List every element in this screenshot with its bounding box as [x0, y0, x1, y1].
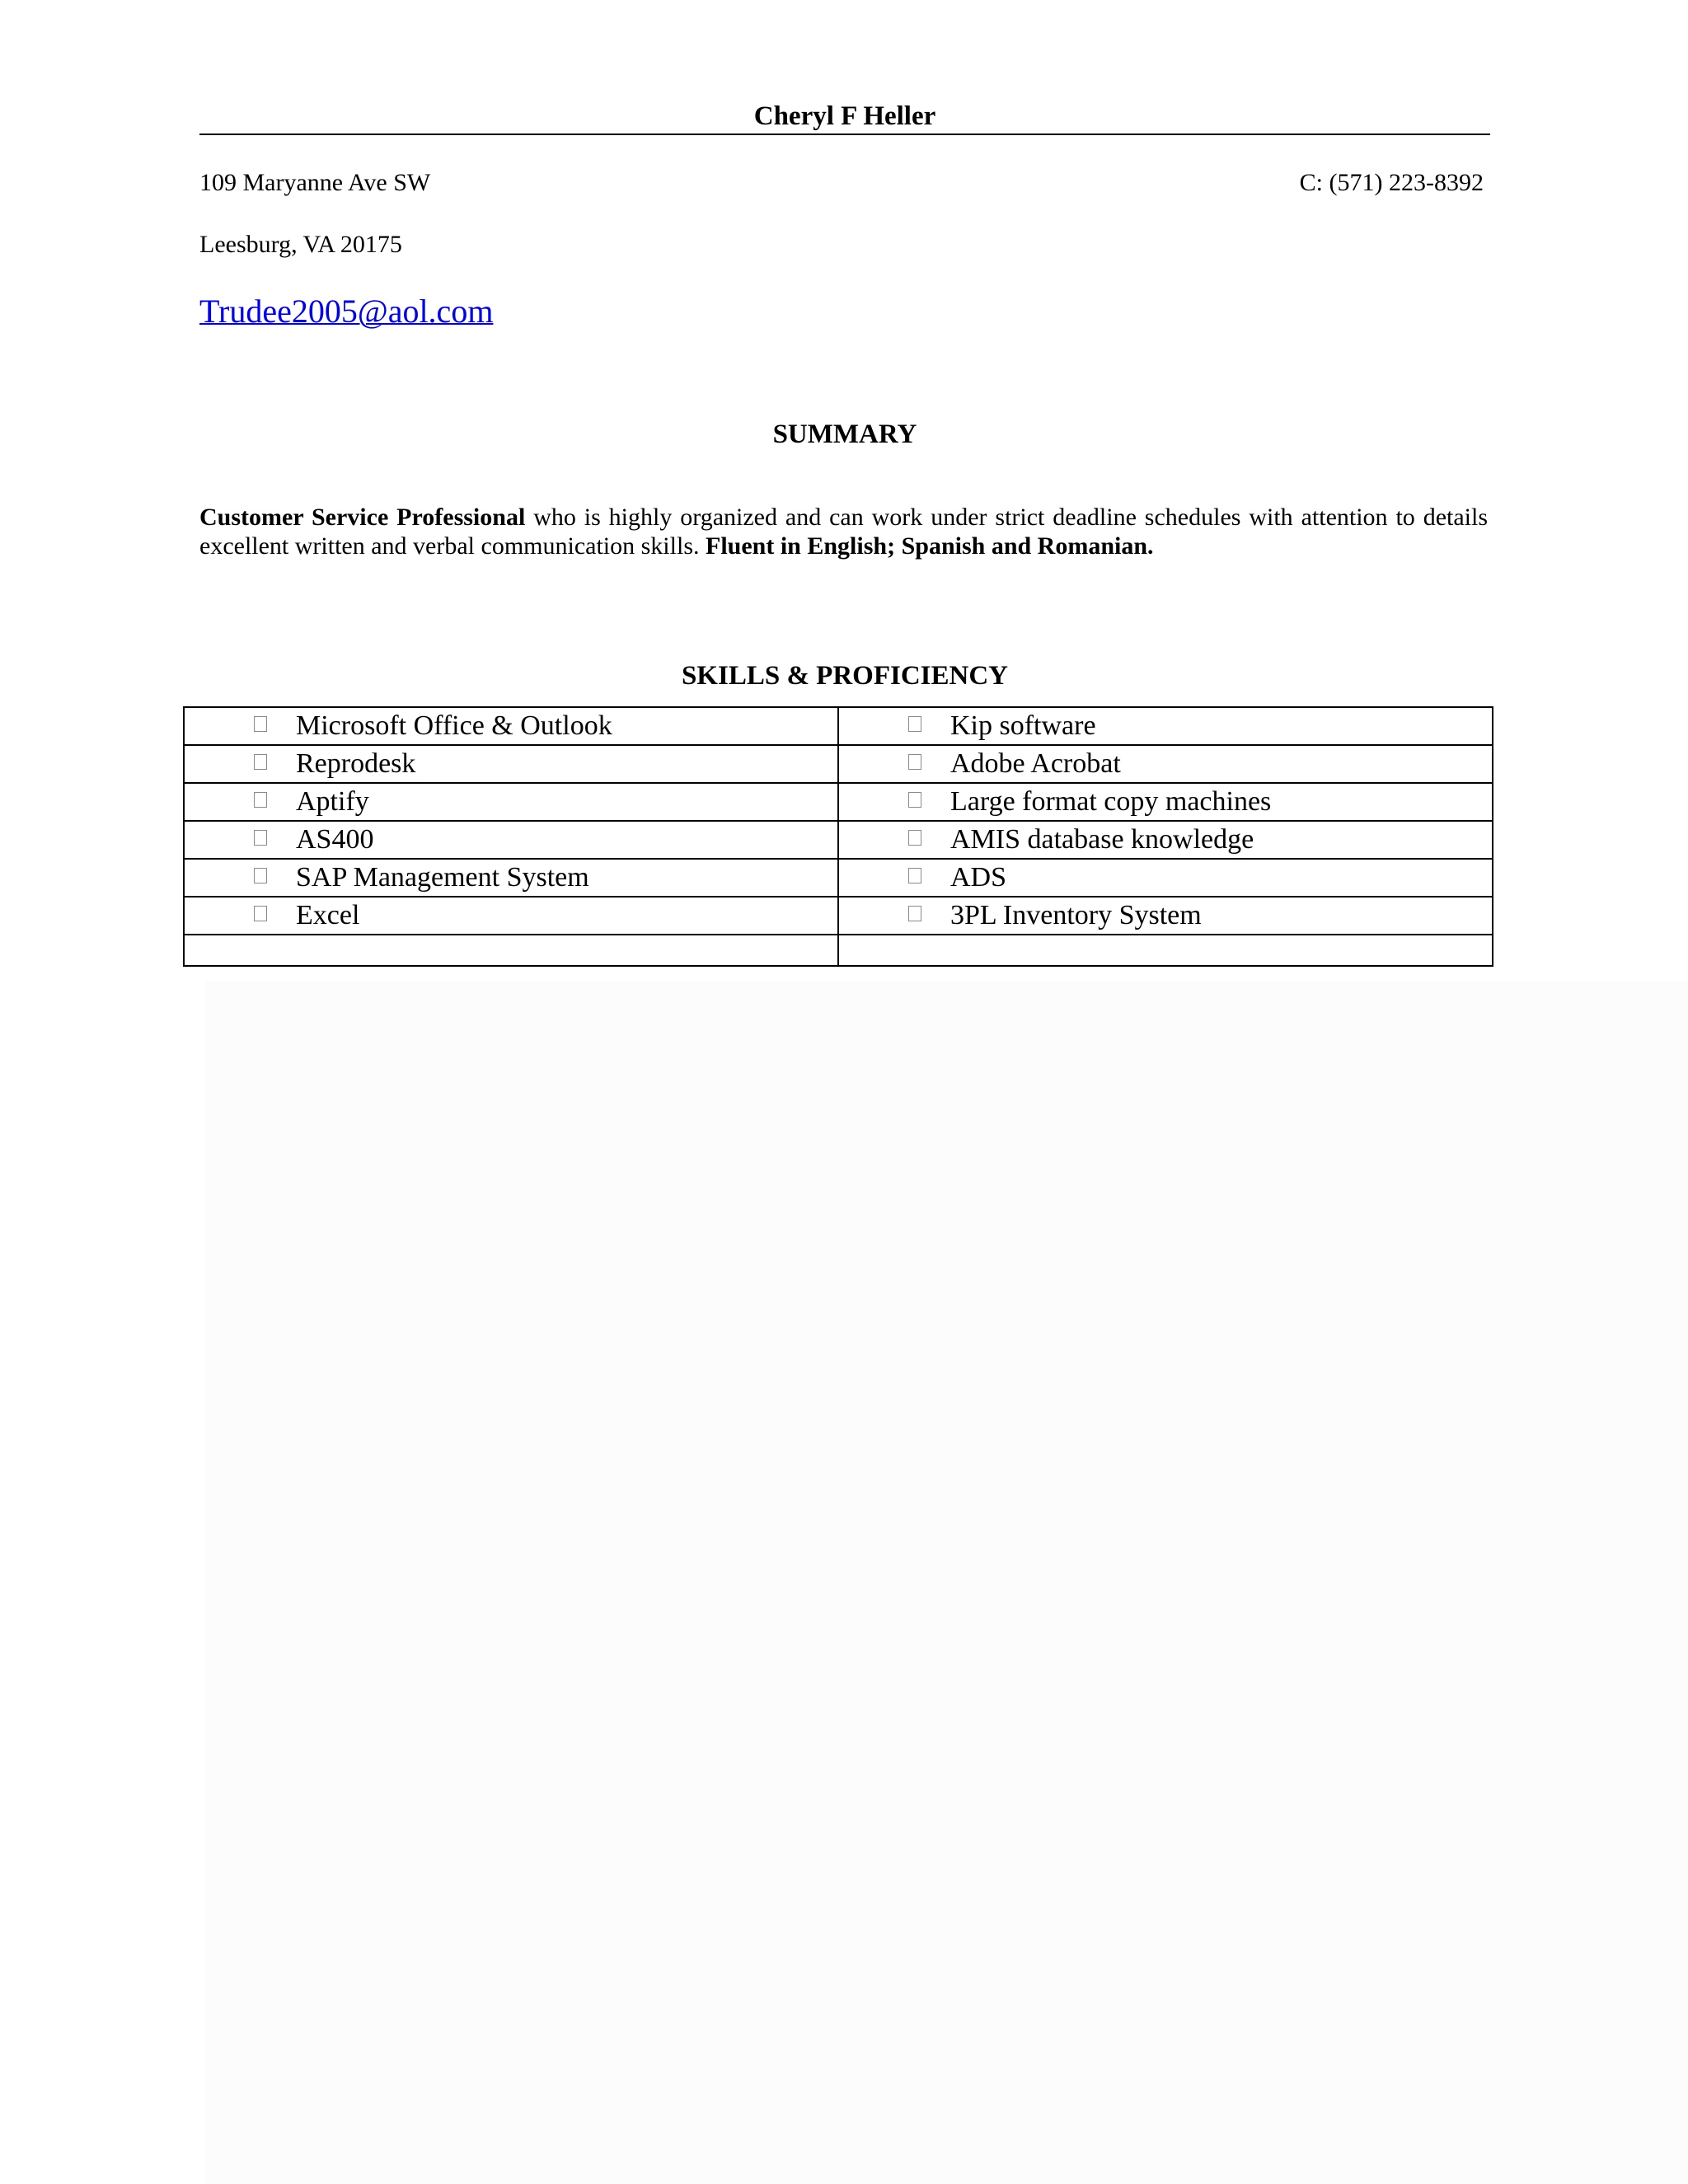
checkbox-icon — [254, 792, 267, 808]
name-divider — [199, 134, 1490, 135]
skill-cell — [184, 783, 838, 821]
checkbox-icon — [254, 754, 267, 770]
table-row — [184, 821, 1493, 859]
checkbox-icon — [254, 906, 267, 921]
checkbox-icon — [254, 868, 267, 883]
skill-label: 3PL Inventory System — [950, 900, 1202, 930]
skills-heading: SKILLS & PROFICIENCY — [681, 661, 1009, 691]
skill-cell — [184, 707, 838, 745]
skills-table — [183, 706, 1493, 967]
empty-table-row — [184, 935, 1493, 966]
checkbox-icon — [908, 906, 921, 921]
candidate-name: Cheryl F Heller — [753, 101, 936, 131]
checkbox-icon — [254, 830, 267, 846]
checkbox-icon — [908, 754, 921, 770]
checkbox-icon — [908, 830, 921, 846]
summary-paragraph — [199, 503, 1488, 560]
skill-label: Adobe Acrobat — [950, 748, 1121, 779]
checkbox-icon — [254, 716, 267, 732]
skill-label: Aptify — [296, 786, 369, 817]
skill-label: SAP Management System — [296, 862, 589, 893]
skill-label: Kip software — [950, 710, 1096, 741]
skill-cell — [184, 897, 838, 935]
table-row — [184, 897, 1493, 935]
address-line-1: 109 Maryanne Ave SW — [199, 169, 431, 196]
skill-label: AS400 — [296, 824, 374, 855]
summary-languages: Fluent in English; Spanish and Romanian. — [706, 532, 1154, 560]
table-row — [184, 783, 1493, 821]
skill-cell — [184, 745, 838, 783]
skill-cell — [838, 859, 1493, 897]
skill-label: Reprodesk — [296, 748, 416, 779]
checkbox-icon — [908, 716, 921, 732]
skill-cell — [838, 783, 1493, 821]
phone-number: C: (571) 223-8392 — [1299, 169, 1484, 196]
address-line-2: Leesburg, VA 20175 — [199, 231, 402, 258]
checkbox-icon — [908, 792, 921, 808]
skill-label: Large format copy machines — [950, 786, 1272, 817]
empty-cell — [184, 935, 838, 966]
summary-heading: SUMMARY — [772, 419, 917, 449]
table-row — [184, 859, 1493, 897]
skill-cell — [838, 897, 1493, 935]
skill-cell — [838, 821, 1493, 859]
skill-cell — [838, 707, 1493, 745]
email-link[interactable]: Trudee2005@aol.com — [199, 293, 494, 330]
table-row — [184, 707, 1493, 745]
skill-label: Microsoft Office & Outlook — [296, 710, 612, 741]
summary-body: who is highly organized and can work under strict deadline schedules with attention to details excellent written and verbal communication skills. — [199, 504, 1489, 560]
skill-cell — [184, 821, 838, 859]
skill-label: Excel — [296, 900, 360, 930]
checkbox-icon — [908, 868, 921, 883]
summary-lead: Customer Service Professional — [199, 504, 526, 531]
skill-cell — [184, 859, 838, 897]
table-row — [184, 745, 1493, 783]
skill-label: ADS — [950, 862, 1007, 893]
skill-label: AMIS database knowledge — [950, 824, 1254, 855]
skill-cell — [838, 745, 1493, 783]
empty-cell — [838, 935, 1493, 966]
